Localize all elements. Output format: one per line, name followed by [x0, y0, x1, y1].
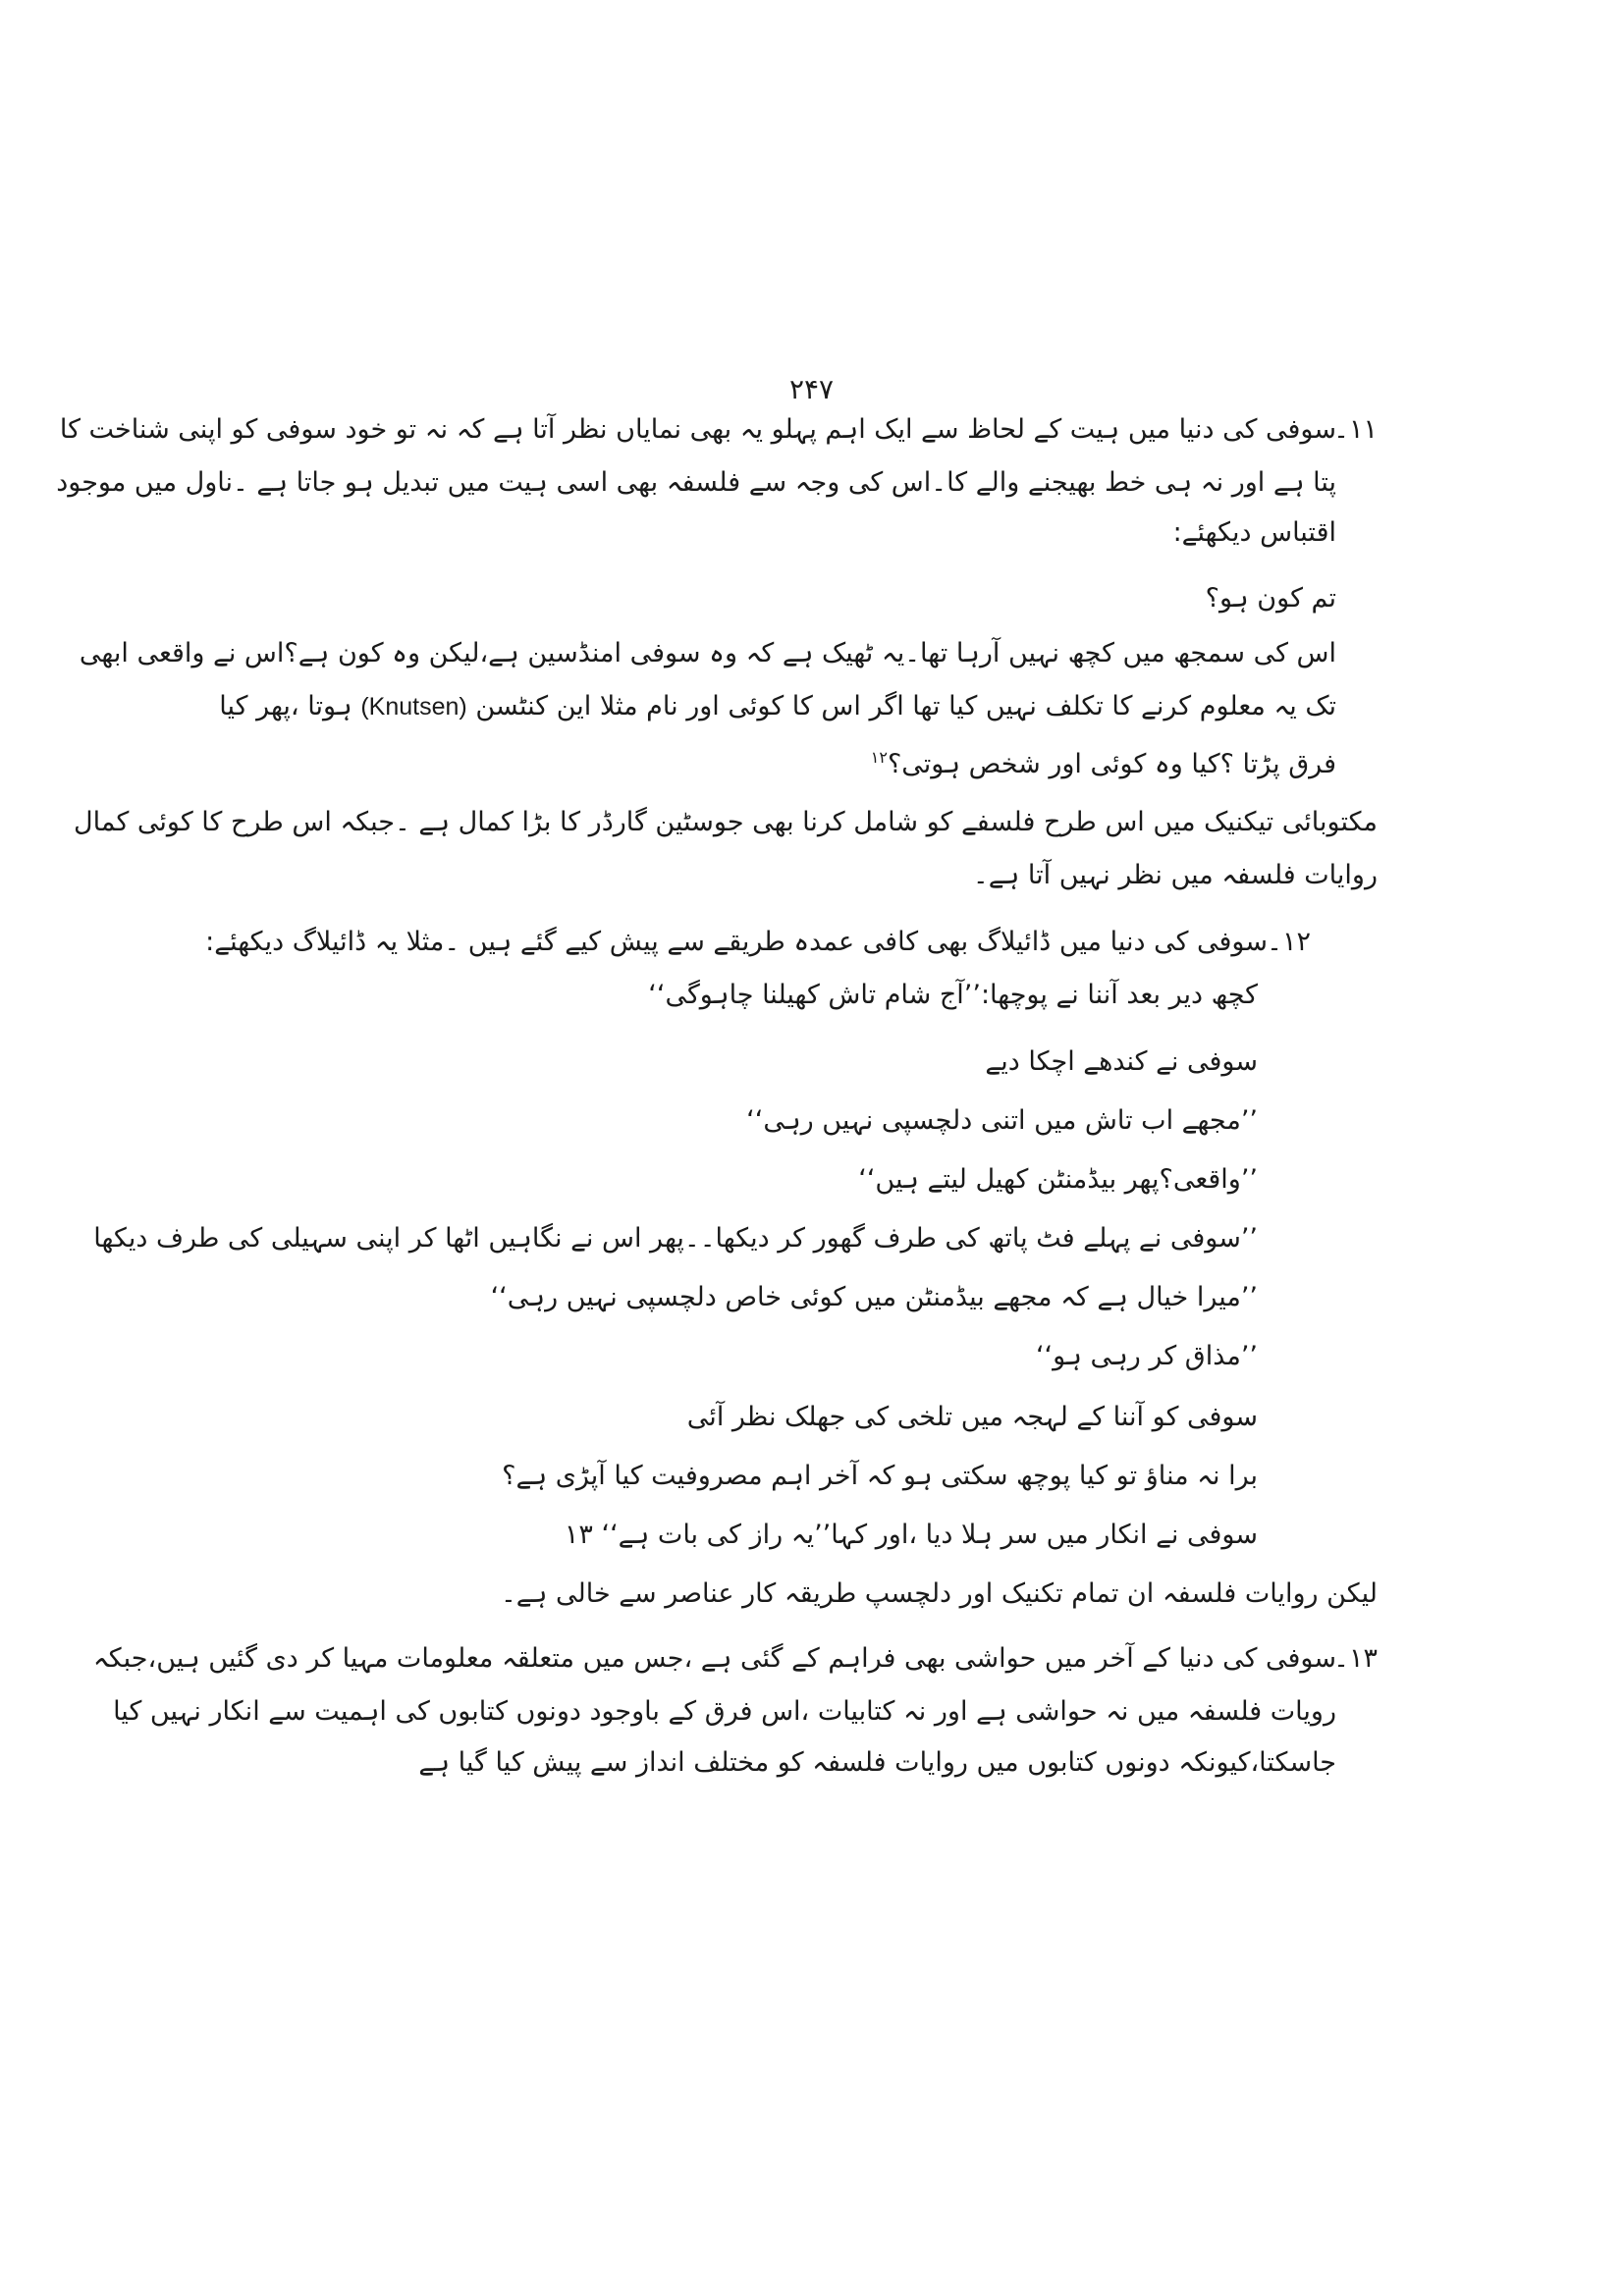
quote-line — [871, 738, 1336, 784]
quote-line: تم کون ہو؟ — [1205, 583, 1336, 614]
dialogue-line: ’’مذاق کر رہی ہو‘‘ — [1035, 1341, 1258, 1371]
paragraph-line: روایات فلسفہ میں نظر نہیں آتا ہے۔ — [972, 860, 1378, 890]
dialogue-line: سوفی کو آننا کے لہجہ میں تلخی کی جھلک نظر آئی — [686, 1402, 1258, 1432]
item-number: ۱۲۔ — [1267, 927, 1311, 957]
dialogue-line: برا نہ مناؤ تو کیا پوچھ سکتی ہو کہ آخر اہم مصروفیت کیا آپڑی ہے؟ — [502, 1461, 1258, 1491]
quote-text: تک یہ معلوم کرنے کا تکلف نہیں کیا تھا اگر اس کا کوئی اور نام مثلا این کنٹسن — [475, 691, 1336, 721]
paragraph-line: پتا ہے اور نہ ہی خط بھیجنے والے کا۔اس کی وجہ سے فلسفہ بھی اسی ہیت میں تبدیل ہو جاتا ہے ۔ناول میں موجود — [56, 467, 1336, 498]
paragraph-line: جاسکتا،کیونکہ دونوں کتابوں میں روایات فلسفہ کو مختلف انداز سے پیش کیا گیا ہے — [418, 1747, 1336, 1778]
quote-text: فرق پڑتا ؟کیا وہ کوئی اور شخص ہوتی؟ — [887, 749, 1336, 779]
item-number: ۱۱۔ — [1333, 414, 1378, 445]
footnote-marker: ۱۲ — [870, 748, 888, 767]
paragraph-line: مکتوبائی تیکنیک میں اس طرح فلسفے کو شامل کرنا بھی جوسٹین گارڈر کا بڑا کمال ہے ۔جبکہ اس طرح کا کوئی کمال — [74, 807, 1378, 837]
paragraph-line: لیکن روایات فلسفہ ان تمام تکنیک اور دلچسپ طریقہ کار عناصر سے خالی ہے۔ — [500, 1578, 1378, 1609]
paragraph-line: سوفی کی دنیا میں ڈائیلاگ بھی کافی عمدہ طریقے سے پیش کیے گئے ہیں ۔مثلا یہ ڈائیلاگ دیکھئے: — [205, 927, 1268, 957]
dialogue-line: سوفی نے کندھے اچکا دیے — [985, 1046, 1258, 1077]
paragraph-line: سوفی کی دنیا کے آخر میں حواشی بھی فراہم کے گئی ہے ،جس میں متعلقہ معلومات مہیا کر دی گئیں ہیں،جبکہ — [92, 1643, 1336, 1674]
quote-line: اس کی سمجھ میں کچھ نہیں آرہا تھا۔یہ ٹھیک ہے کہ وہ سوفی امنڈسین ہے،لیکن وہ کون ہے؟اس نے واقعی ابھی — [79, 638, 1336, 668]
dialogue-line: ’’میرا خیال ہے کہ مجھے بیڈمنٹن میں کوئی خاص دلچسپی نہیں رہی‘‘ — [490, 1282, 1258, 1312]
quote-text: ہوتا ،پھر کیا — [219, 691, 352, 721]
dialogue-line: کچھ دیر بعد آننا نے پوچھا:’’آج شام تاش کھیلنا چاہوگی‘‘ — [648, 980, 1258, 1010]
latin-name: (Knutsen) — [360, 693, 467, 721]
page-number: ۲۴۷ — [788, 373, 835, 405]
paragraph-line: رویات فلسفہ میں نہ حواشی ہے اور نہ کتابیات ،اس فرق کے باوجود دونوں کتابوں کی اہمیت سے انکار نہیں کیا — [113, 1696, 1336, 1727]
dialogue-line: ’’مجھے اب تاش میں اتنی دلچسپی نہیں رہی‘‘ — [746, 1105, 1258, 1136]
paragraph-line: اقتباس دیکھئے: — [1172, 517, 1336, 548]
dialogue-line: ’’واقعی؟پھر بیڈمنٹن کھیل لیتے ہیں‘‘ — [858, 1164, 1258, 1195]
item-number: ۱۳۔ — [1333, 1643, 1378, 1674]
quote-line — [219, 687, 1336, 726]
dialogue-line: سوفی نے انکار میں سر ہلا دیا ،اور کہا’’یہ راز کی بات ہے‘‘ ۱۳ — [564, 1520, 1258, 1550]
dialogue-line: ’’سوفی نے پہلے فٹ پاتھ کی طرف گھور کر دیکھا۔۔پھر اس نے نگاہیں اٹھا کر اپنی سہیلی کی طرف دیکھا — [93, 1223, 1258, 1254]
paragraph-line: سوفی کی دنیا میں ہیت کے لحاظ سے ایک اہم پہلو یہ بھی نمایاں نظر آتا ہے کہ نہ تو خود سوفی کو اپنی شناخت کا — [59, 414, 1336, 445]
